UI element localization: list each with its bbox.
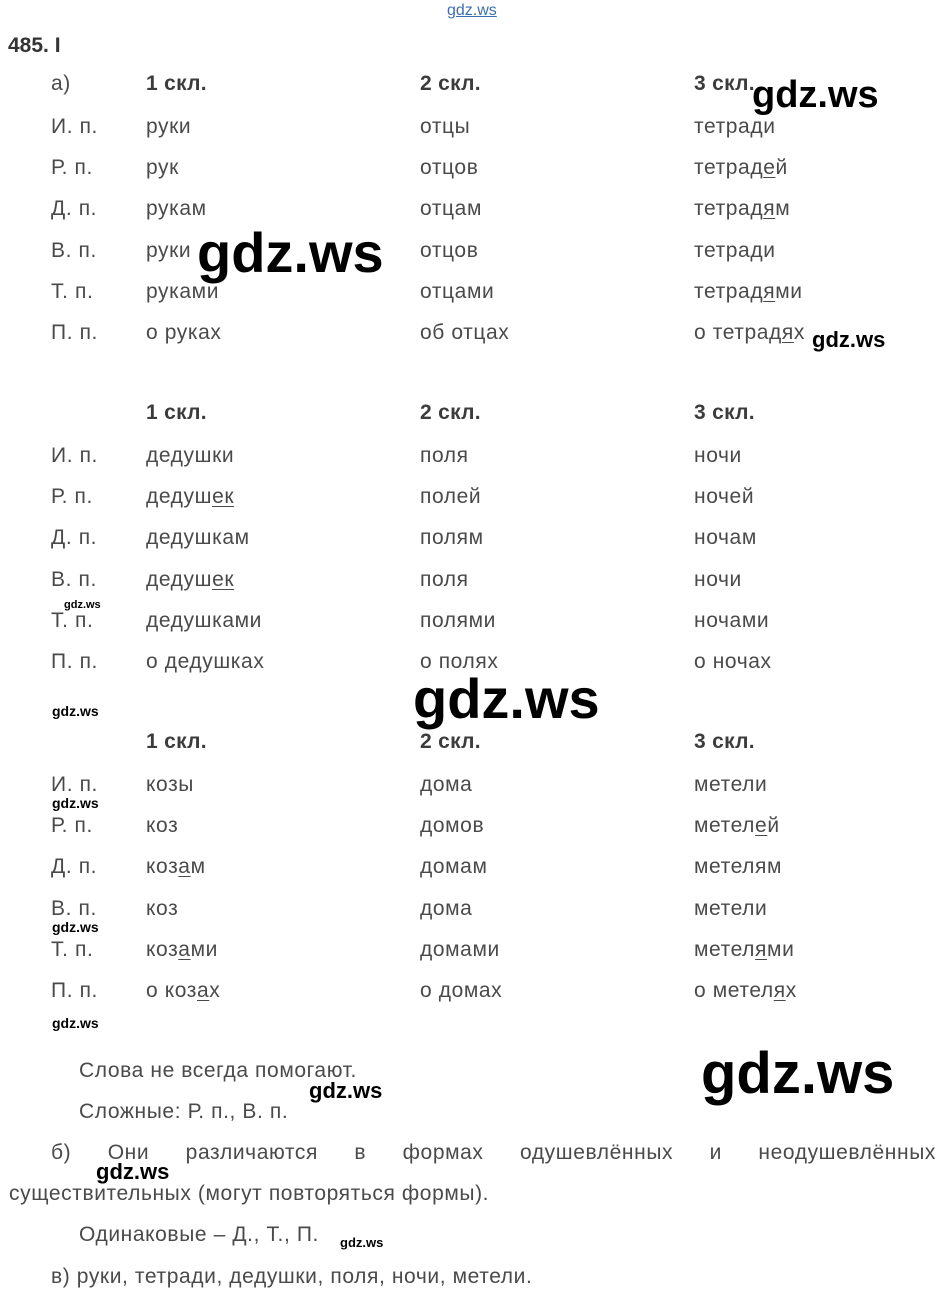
word-part: тетрад <box>694 156 764 179</box>
word-form <box>146 813 178 839</box>
word-form <box>146 320 222 346</box>
word-form <box>694 937 794 963</box>
word-part: дедушками <box>146 609 262 632</box>
word-form <box>146 238 191 264</box>
declension-header: 2 скл. <box>420 72 481 95</box>
word-part: коз <box>146 814 179 837</box>
word-part: рукам <box>146 197 207 220</box>
word-form <box>694 896 767 922</box>
word-form <box>694 854 782 880</box>
part-b-word: одушевлённых <box>520 1141 674 1164</box>
watermark-small: gdz.ws <box>309 1078 383 1103</box>
part-b-word: б) <box>51 1141 72 1164</box>
word-form <box>420 608 496 634</box>
word-part: руки <box>146 239 192 262</box>
word-form <box>420 196 482 222</box>
part-b-word: и <box>709 1141 722 1164</box>
watermark-tiny: gdz.ws <box>340 1235 384 1250</box>
underlined-ending: я <box>781 321 794 344</box>
word-part: дедуш <box>146 485 213 508</box>
word-form <box>146 649 264 675</box>
word-form <box>146 567 234 593</box>
declension-header: 1 скл. <box>146 730 207 753</box>
word-part: об отцах <box>420 321 510 344</box>
word-part: ночи <box>694 444 742 467</box>
word-form <box>420 978 502 1004</box>
word-part: м <box>775 197 791 220</box>
word-form <box>420 443 469 469</box>
word-form <box>694 155 788 181</box>
word-form <box>420 114 470 140</box>
word-form <box>146 978 220 1004</box>
word-part: ночами <box>694 609 770 632</box>
word-form <box>420 279 494 305</box>
word-part: домов <box>420 814 485 837</box>
word-part: й <box>767 814 780 837</box>
watermark-small: gdz.ws <box>52 1015 99 1031</box>
word-part: ночей <box>694 485 755 508</box>
word-form <box>694 813 780 839</box>
word-part: дедушки <box>146 444 235 467</box>
word-part: о метел <box>694 979 774 1002</box>
underlined-ending: ек <box>212 485 235 508</box>
declension-header: 2 скл. <box>420 730 481 753</box>
word-form <box>420 854 488 880</box>
word-part: отцам <box>420 197 482 220</box>
word-part: полей <box>420 485 482 508</box>
part-b-word: в <box>354 1141 367 1164</box>
word-part: метел <box>694 814 756 837</box>
word-part: руками <box>146 280 220 303</box>
word-part: метели <box>694 773 768 796</box>
word-part: метел <box>694 938 756 961</box>
word-part: отцов <box>420 239 479 262</box>
word-part: о руках <box>146 321 222 344</box>
watermark-small: gdz.ws <box>52 703 99 719</box>
word-form <box>146 484 234 510</box>
declension-header: 3 скл. <box>694 72 755 95</box>
word-part: ночи <box>694 568 742 591</box>
word-part: руки <box>146 115 192 138</box>
case-label: П. п. <box>51 979 98 1002</box>
watermark-small: gdz.ws <box>96 1159 170 1184</box>
case-label: П. п. <box>51 650 98 673</box>
case-label: Р. п. <box>51 485 93 508</box>
word-form <box>420 525 484 551</box>
underlined-ending: а <box>178 855 191 878</box>
word-part: тетради <box>694 115 776 138</box>
word-part: полям <box>420 526 484 549</box>
word-part: поля <box>420 444 469 467</box>
part-a-label: а) <box>51 72 71 95</box>
part-b-line <box>51 1140 936 1166</box>
word-part: х <box>793 321 806 344</box>
word-part: отцов <box>420 156 479 179</box>
underlined-ending: ек <box>212 568 235 591</box>
case-label: Д. п. <box>51 197 98 220</box>
part-b-word: различаются <box>185 1141 318 1164</box>
word-form <box>146 196 207 222</box>
case-label: Д. п. <box>51 526 98 549</box>
part-b-word: Они <box>107 1141 150 1164</box>
note-words-help: Слова не всегда помогают. <box>79 1059 357 1082</box>
word-part: полями <box>420 609 496 632</box>
word-form <box>146 854 206 880</box>
word-form <box>420 937 500 963</box>
word-form <box>694 443 742 469</box>
word-part: м <box>190 855 206 878</box>
word-form <box>420 567 469 593</box>
word-form <box>694 772 767 798</box>
word-part: коз <box>146 897 179 920</box>
underlined-ending: е <box>755 814 768 837</box>
word-form <box>146 114 191 140</box>
declension-header: 2 скл. <box>420 401 481 424</box>
underlined-ending: а <box>178 938 191 961</box>
word-part: дома <box>420 897 473 920</box>
word-part: тетрад <box>694 280 764 303</box>
word-part: о домах <box>420 979 503 1002</box>
word-form <box>420 813 484 839</box>
word-form <box>694 567 742 593</box>
case-label: Р. п. <box>51 814 93 837</box>
word-form <box>420 772 472 798</box>
declension-header: 1 скл. <box>146 401 207 424</box>
watermark-large: gdz.ws <box>701 1041 895 1106</box>
case-label: Т. п. <box>51 609 94 632</box>
top-watermark-link[interactable]: gdz.ws <box>447 2 497 19</box>
case-label: В. п. <box>51 897 97 920</box>
word-part: козы <box>146 773 194 796</box>
word-form <box>146 772 194 798</box>
word-part: о полях <box>420 650 499 673</box>
case-label: И. п. <box>51 115 98 138</box>
case-label: Т. п. <box>51 280 94 303</box>
declension-header: 3 скл. <box>694 730 755 753</box>
word-part: дедушкам <box>146 526 250 549</box>
part-v-line: в) руки, тетради, дедушки, поля, ночи, метели. <box>51 1265 533 1288</box>
word-form <box>694 320 805 346</box>
word-part: о тетрад <box>694 321 782 344</box>
case-label: В. п. <box>51 239 97 262</box>
underlined-ending: а <box>197 979 210 1002</box>
word-part: тетради <box>694 239 776 262</box>
part-b-continuation: существительных (могут повторяться формы). <box>9 1182 490 1205</box>
case-label: Р. п. <box>51 156 93 179</box>
word-part: метелям <box>694 855 783 878</box>
case-label: И. п. <box>51 773 98 796</box>
case-label: Д. п. <box>51 855 98 878</box>
word-form <box>146 525 250 551</box>
word-part: отцы <box>420 115 471 138</box>
word-part: ми <box>775 280 803 303</box>
underlined-ending: я <box>773 979 786 1002</box>
word-part: отцами <box>420 280 495 303</box>
word-form <box>146 608 262 634</box>
word-form <box>694 649 772 675</box>
word-part: х <box>785 979 797 1002</box>
word-part: домам <box>420 855 488 878</box>
underlined-ending: я <box>755 938 768 961</box>
case-label: В. п. <box>51 568 97 591</box>
underlined-ending: я <box>763 197 776 220</box>
underlined-ending: е <box>763 156 776 179</box>
word-part: коз <box>146 938 179 961</box>
word-form <box>694 484 754 510</box>
part-b-word: неодушевлённых <box>758 1141 936 1164</box>
word-form <box>146 443 234 469</box>
word-form <box>694 238 776 264</box>
word-part: й <box>775 156 788 179</box>
word-form <box>694 114 776 140</box>
exercise-number: 485. I <box>8 34 61 57</box>
word-form <box>420 238 478 264</box>
watermark-small: gdz.ws <box>52 919 99 935</box>
word-part: метели <box>694 897 768 920</box>
word-part: ми <box>190 938 218 961</box>
word-form <box>420 155 478 181</box>
declension-header: 3 скл. <box>694 401 755 424</box>
underlined-ending: я <box>763 280 776 303</box>
case-label: Т. п. <box>51 938 94 961</box>
watermark-large: gdz.ws <box>197 221 384 284</box>
word-part: о ночах <box>694 650 772 673</box>
word-form <box>146 896 178 922</box>
word-form <box>420 484 481 510</box>
watermark-small: gdz.ws <box>812 327 886 352</box>
declension-header: 1 скл. <box>146 72 207 95</box>
word-form <box>694 196 790 222</box>
word-part: поля <box>420 568 469 591</box>
word-part: домами <box>420 938 500 961</box>
word-part: о дедушках <box>146 650 265 673</box>
word-form <box>694 525 757 551</box>
word-part: ночам <box>694 526 757 549</box>
watermark-small: gdz.ws <box>52 795 99 811</box>
word-form <box>420 896 472 922</box>
word-form <box>146 937 218 963</box>
note-difficult-cases: Сложные: Р. п., В. п. <box>79 1100 289 1123</box>
part-b-word: формах <box>402 1141 484 1164</box>
watermark-large: gdz.ws <box>752 74 879 116</box>
word-form <box>694 978 797 1004</box>
word-part: рук <box>146 156 179 179</box>
case-label: И. п. <box>51 444 98 467</box>
word-form <box>694 279 803 305</box>
note-same-forms: Одинаковые – Д., Т., П. <box>79 1223 319 1246</box>
word-part: о коз <box>146 979 198 1002</box>
word-form <box>146 155 179 181</box>
word-form <box>420 320 509 346</box>
watermark-tiny: gdz.ws <box>64 599 101 611</box>
case-label: П. п. <box>51 321 98 344</box>
word-form <box>694 608 769 634</box>
word-part: х <box>209 979 221 1002</box>
word-part: коз <box>146 855 179 878</box>
word-part: ми <box>767 938 795 961</box>
word-part: дедуш <box>146 568 213 591</box>
word-part: тетрад <box>694 197 764 220</box>
watermark-large: gdz.ws <box>413 667 600 730</box>
word-part: дома <box>420 773 473 796</box>
